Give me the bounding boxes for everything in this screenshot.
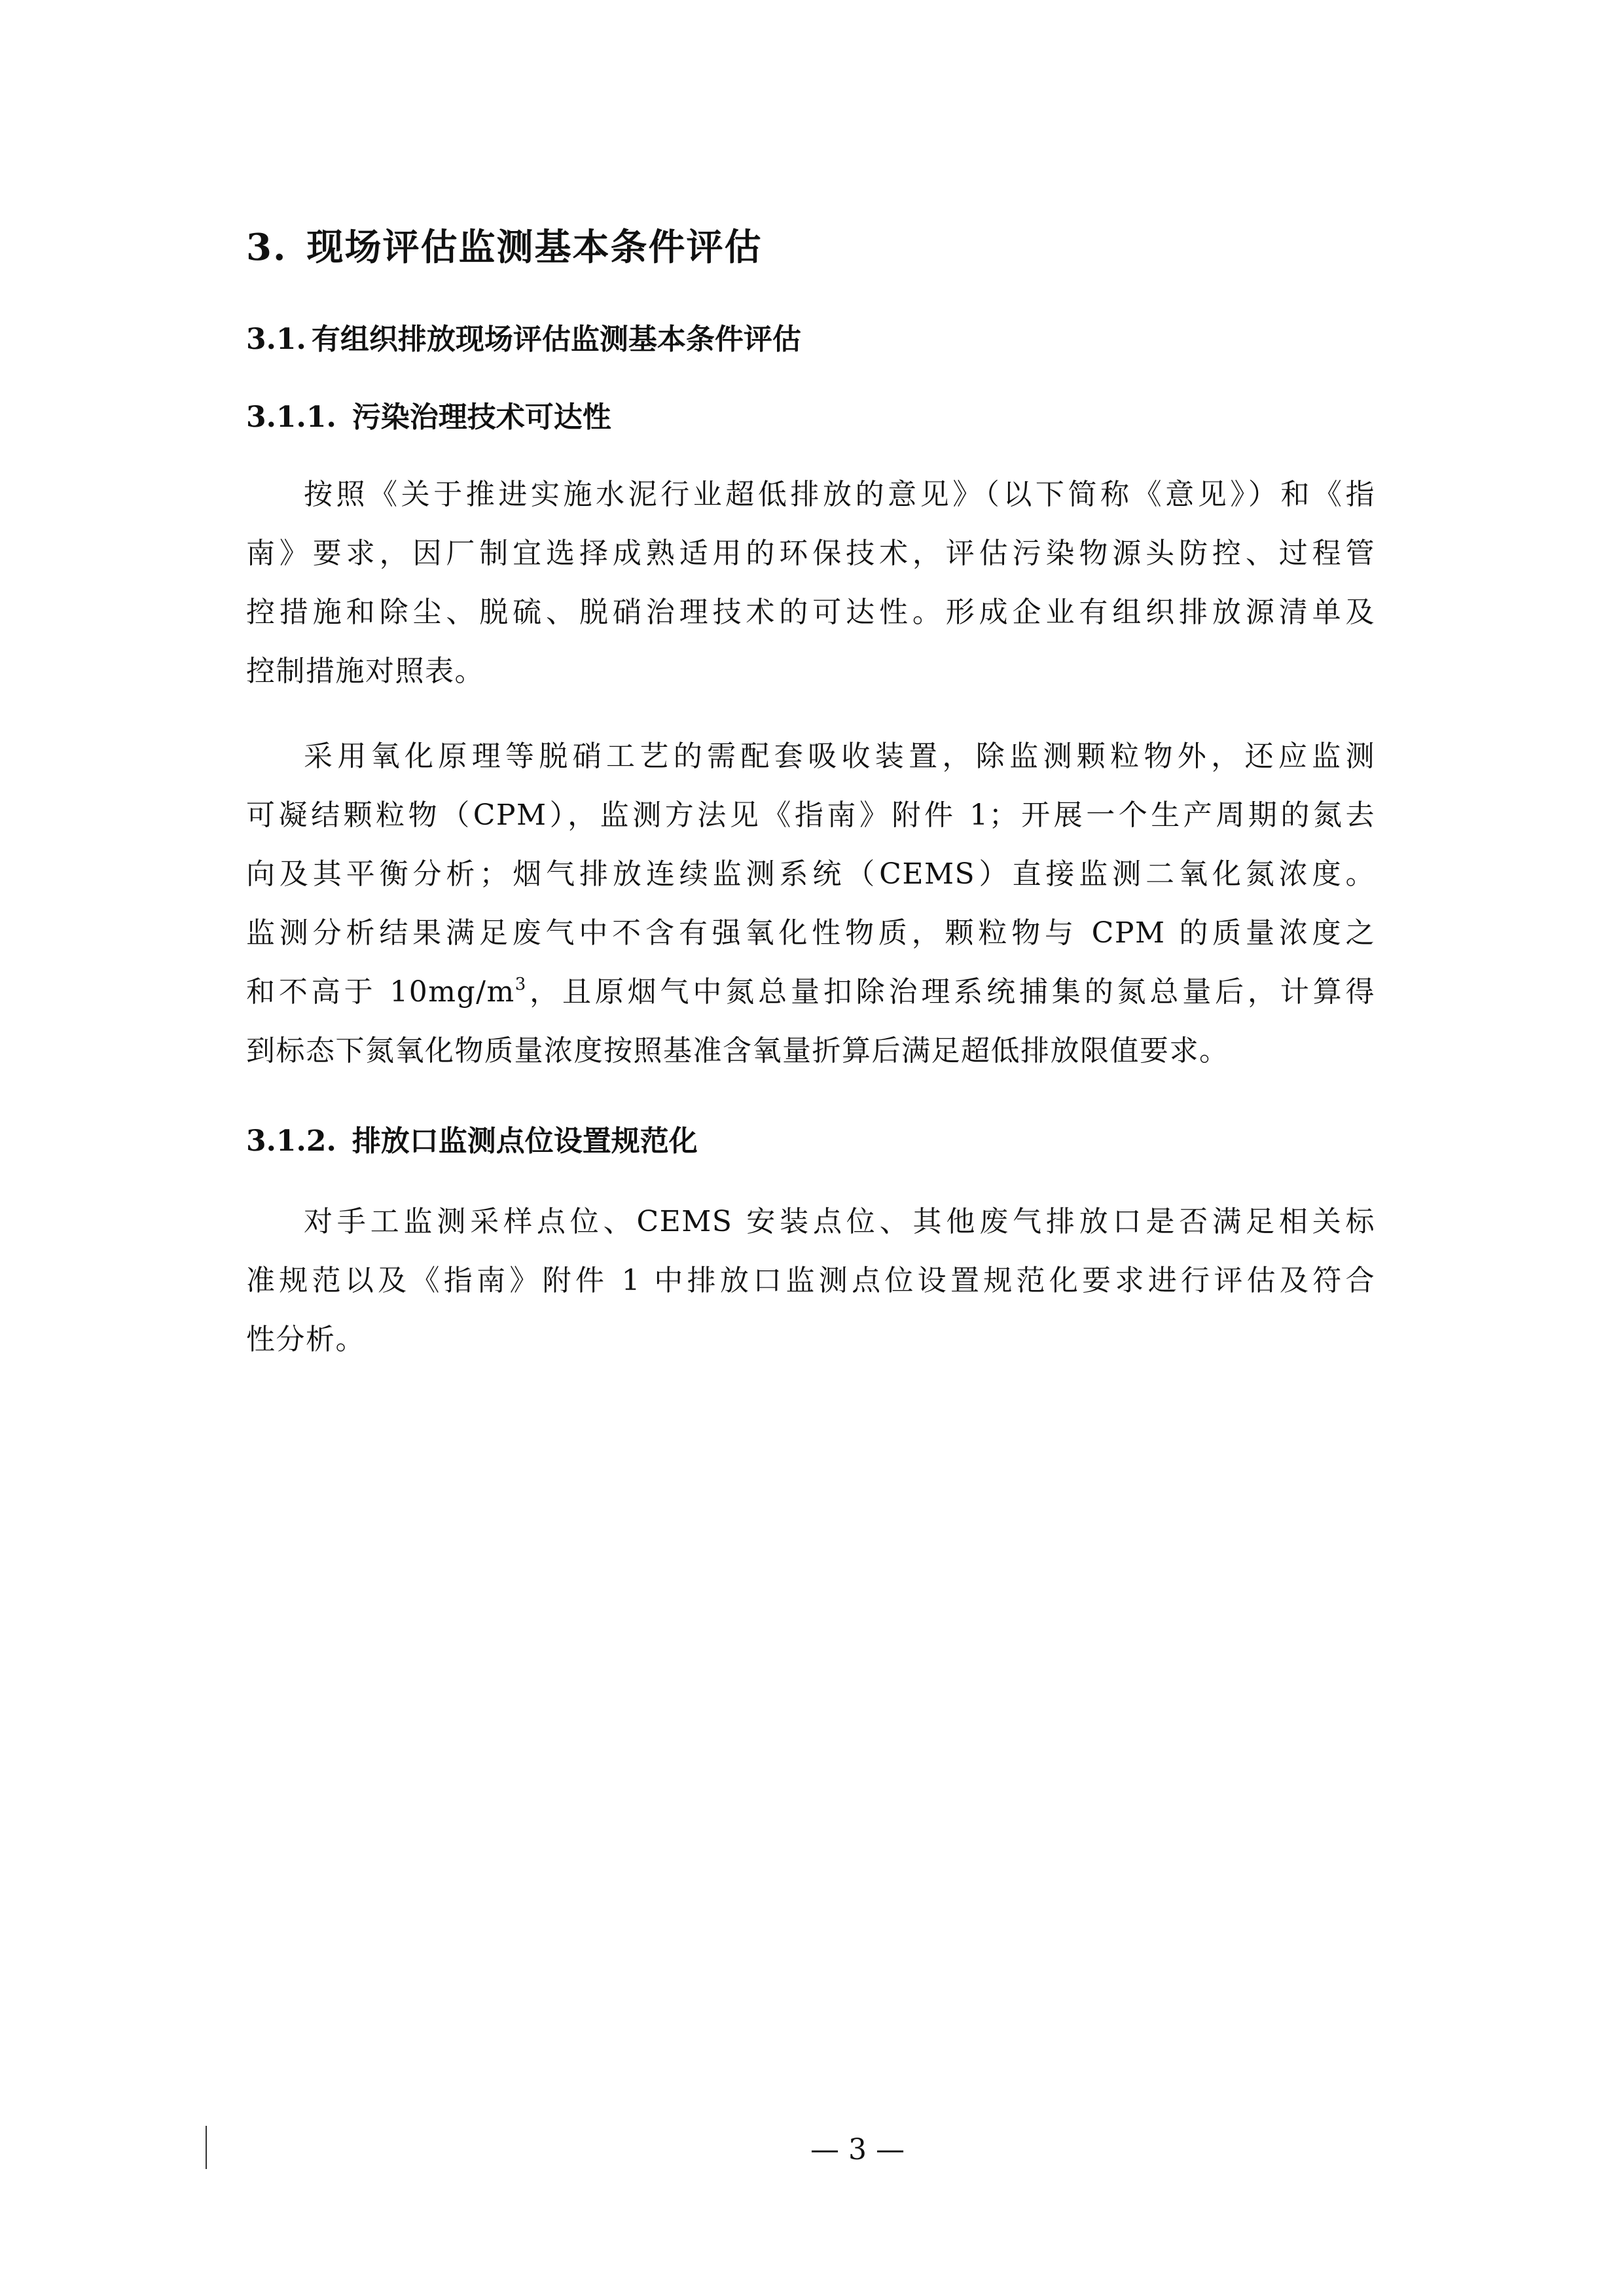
section-heading-3-1-1 (246, 397, 611, 439)
paragraph-line: 准规范以及《指南》附件 1 中排放口监测点位设置规范化要求进行评估及符合 (246, 1264, 1375, 1297)
heading-number: 3.1.2. (246, 1124, 336, 1158)
paragraph-line: 采用氧化原理等脱硝工艺的需配套吸收装置，除监测颗粒物外，还应监测 (304, 740, 1375, 773)
paragraph-monitoring-point-standardization (246, 1193, 1375, 1369)
heading-number: 3.1. (246, 323, 306, 356)
paragraph-oxidation-denitrification (246, 727, 1375, 1081)
heading-title: 有组织排放现场评估监测基本条件评估 (311, 323, 801, 356)
paragraph-line (246, 963, 1375, 1022)
section-heading-3-1 (246, 319, 801, 361)
binding-margin-line (206, 2126, 207, 2169)
heading-title: 排放口监测点位设置规范化 (352, 1124, 698, 1158)
heading-title: 污染治理技术可达性 (352, 401, 611, 434)
paragraph-line: 可凝结颗粒物（CPM），监测方法见《指南》附件 1；开展一个生产周期的氮去 (246, 798, 1375, 832)
paragraph-line: 按照《关于推进实施水泥行业超低排放的意见》（以下简称《意见》）和《指 (304, 478, 1375, 511)
page-number: — 3 — (810, 2133, 905, 2166)
line-text: 和不高于 10mg/m (246, 975, 515, 1009)
heading-number: 3. (246, 226, 287, 269)
superscript-cubed: 3 (514, 975, 527, 994)
paragraph-technology-feasibility (246, 465, 1375, 701)
paragraph-line: 控措施和除尘、脱硫、脱硝治理技术的可达性。形成企业有组织排放源清单及 (246, 596, 1375, 629)
paragraph-line: 性分析。 (246, 1323, 365, 1356)
paragraph-line: 南》要求，因厂制宜选择成熟适用的环保技术，评估污染物源头防控、过程管 (246, 537, 1375, 570)
section-heading-3-1-2 (246, 1121, 698, 1162)
heading-number: 3.1.1. (246, 401, 336, 434)
section-heading-3 (246, 221, 762, 274)
paragraph-line: 监测分析结果满足废气中不含有强氧化性物质，颗粒物与 CPM 的质量浓度之 (246, 916, 1375, 950)
heading-title: 现场评估监测基本条件评估 (306, 226, 763, 269)
paragraph-line: 到标态下氮氧化物质量浓度按照基准含氧量折算后满足超低排放限值要求。 (246, 1034, 1229, 1067)
line-text: ，且原烟气中氮总量扣除治理系统捕集的氮总量后，计算得 (526, 975, 1375, 1009)
paragraph-line: 控制措施对照表。 (246, 655, 484, 688)
paragraph-line: 对手工监测采样点位、CEMS 安装点位、其他废气排放口是否满足相关标 (304, 1205, 1375, 1238)
paragraph-line: 向及其平衡分析；烟气排放连续监测系统（CEMS）直接监测二氧化氮浓度。 (246, 857, 1375, 891)
